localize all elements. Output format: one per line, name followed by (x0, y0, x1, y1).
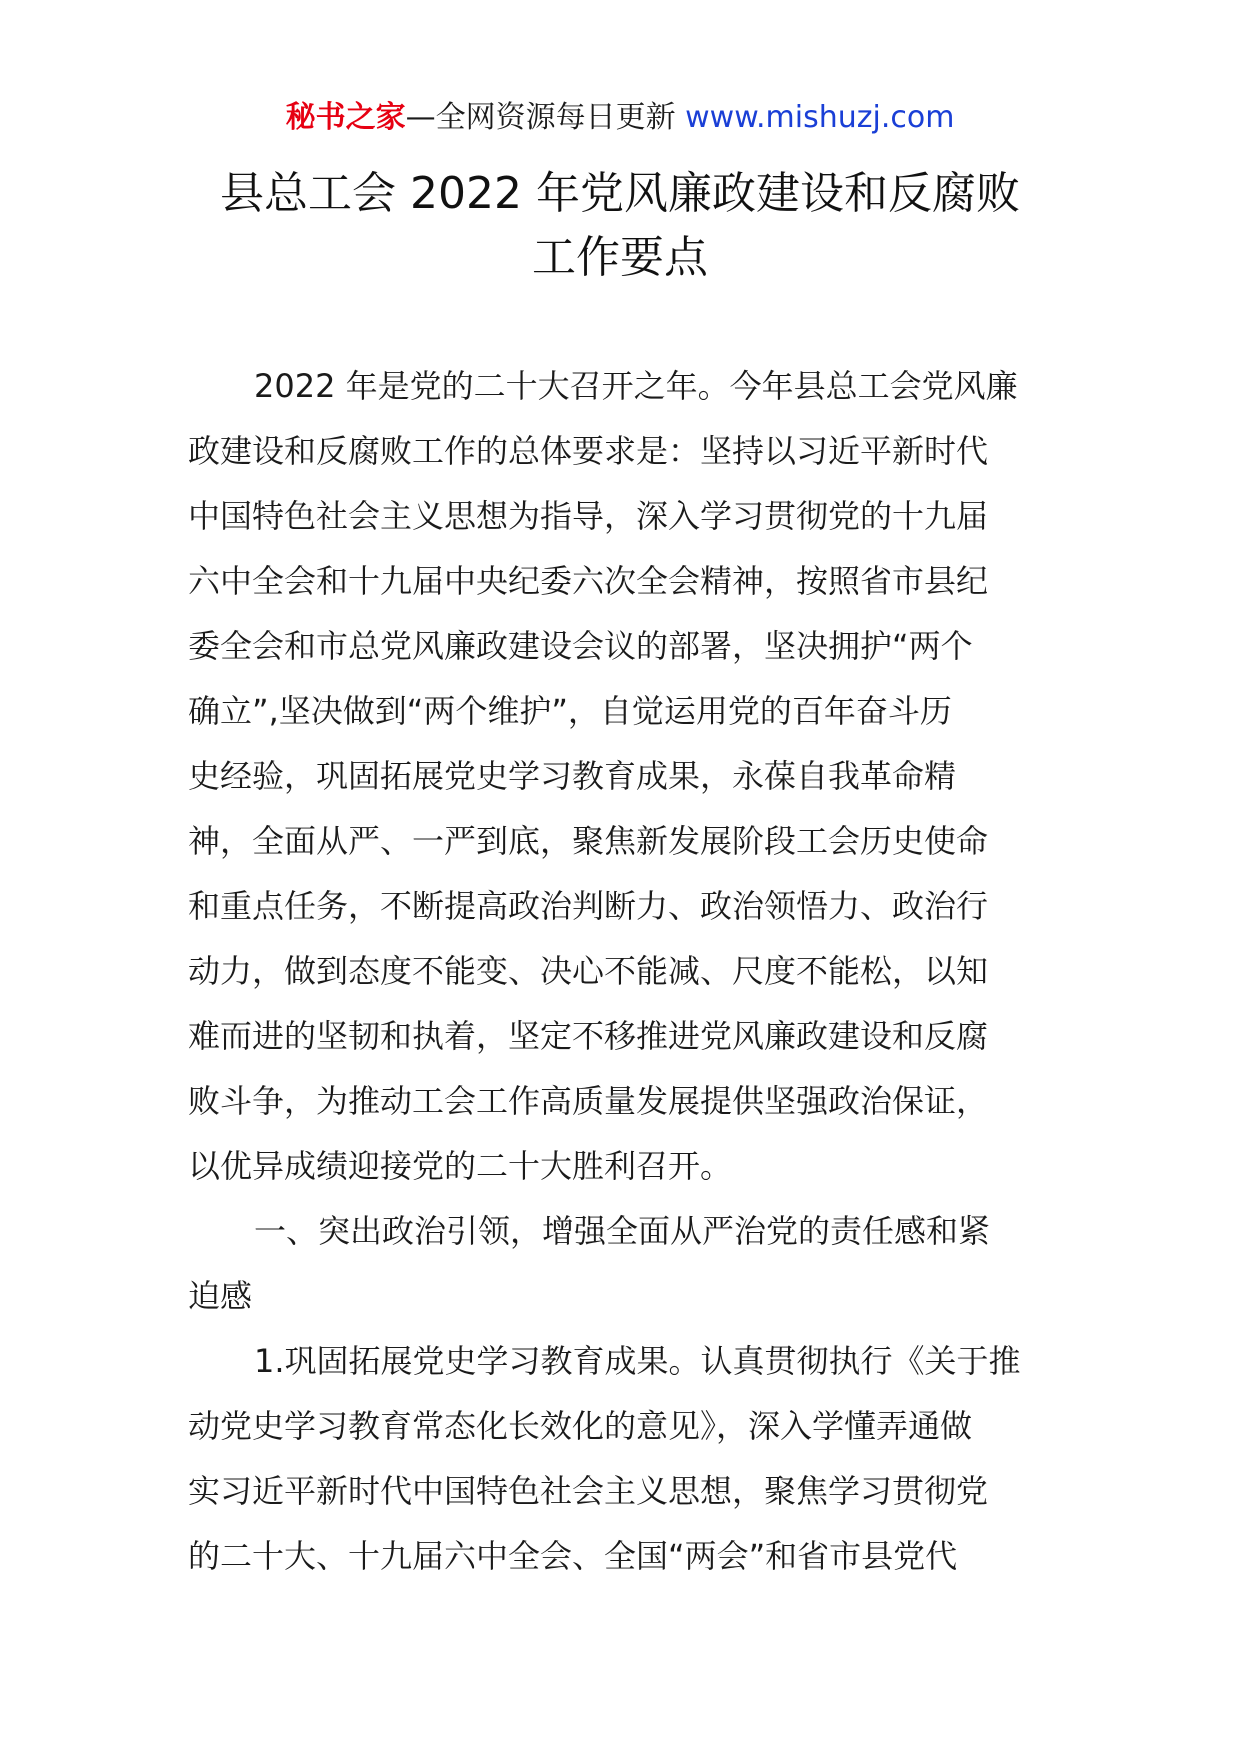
text-line: 中国特色社会主义思想为指导，深入学习贯彻党的十九届 (188, 497, 989, 535)
text-line: 委全会和市总党风廉政建设会议的部署，坚决拥护“两个 (188, 627, 973, 665)
section-heading-1 (188, 1199, 1054, 1329)
text-line: 神，全面从严、一严到底，聚焦新发展阶段工会历史使命 (188, 822, 989, 860)
document-body (188, 354, 1054, 1589)
text-line: 1.巩固拓展党史学习教育成果。认真贯彻执行《关于推 (254, 1342, 1021, 1380)
text-line: 实习近平新时代中国特色社会主义思想，聚焦学习贯彻党 (188, 1472, 989, 1510)
brand-name: 秘书之家 (285, 100, 406, 135)
heading-line: 迫感 (188, 1277, 253, 1315)
title-line-1: 县总工会 2022 年党风廉政建设和反腐败 (220, 168, 1020, 219)
text-line: 史经验，巩固拓展党史学习教育成果，永葆自我革命精 (188, 757, 957, 795)
paragraph-intro (188, 354, 1054, 1199)
text-line: 政建设和反腐败工作的总体要求是：坚持以习近平新时代 (188, 432, 989, 470)
text-line: 的二十大、十九届六中全会、全国“两会”和省市县党代 (188, 1537, 958, 1575)
text-line: 动力，做到态度不能变、决心不能减、尺度不能松，以知 (188, 952, 989, 990)
heading-line: 一、突出政治引领，增强全面从严治党的责任感和紧 (254, 1212, 991, 1250)
header-tagline: —全网资源每日更新 (405, 100, 676, 135)
site-url-link[interactable]: www.mishuzj.com (685, 100, 955, 135)
text-line: 确立”,坚决做到“两个维护”，自觉运用党的百年奋斗历 (188, 692, 952, 730)
title-line-2: 工作要点 (532, 232, 708, 283)
text-line: 和重点任务，不断提高政治判断力、政治领悟力、政治行 (188, 887, 989, 925)
text-line: 败斗争，为推动工会工作高质量发展提供坚强政治保证， (188, 1082, 989, 1120)
document-title (0, 162, 1240, 290)
text-line: 六中全会和十九届中央纪委六次全会精神，按照省市县纪 (188, 562, 989, 600)
text-line: 难而进的坚韧和执着，坚定不移推进党风廉政建设和反腐 (188, 1017, 989, 1055)
text-line: 以优异成绩迎接党的二十大胜利召开。 (188, 1147, 733, 1185)
paragraph-item-1 (188, 1329, 1054, 1589)
text-line: 动党史学习教育常态化长效化的意见》，深入学懂弄通做 (188, 1407, 973, 1445)
site-header (0, 98, 1240, 138)
text-line: 2022 年是党的二十大召开之年。今年县总工会党风廉 (254, 367, 1018, 405)
